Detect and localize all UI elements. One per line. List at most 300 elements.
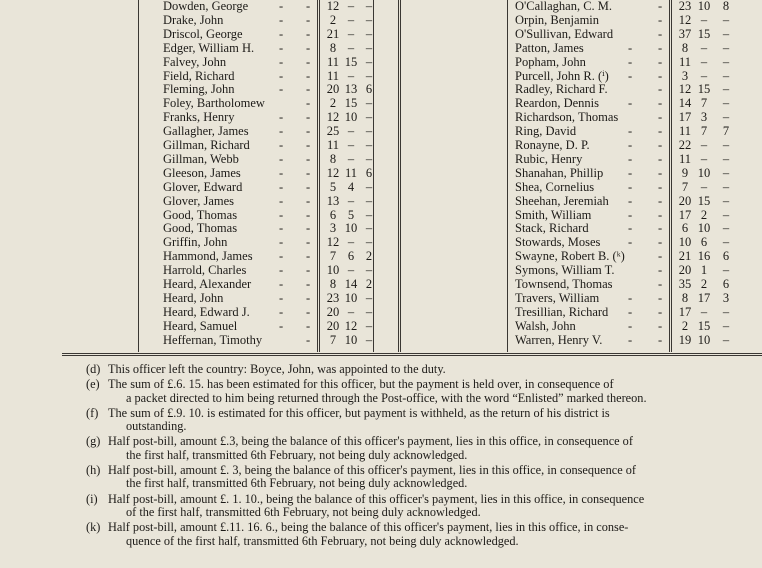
table-row — [0, 152, 762, 167]
left-pounds: 11 — [326, 54, 340, 69]
right-pounds: 8 — [681, 290, 689, 305]
table-row — [0, 27, 762, 42]
left-pounds: 20 — [326, 82, 340, 97]
left-pence: – — [365, 304, 373, 319]
leader-dash: - — [306, 318, 311, 333]
right-name: Sheehan, Jeremiah — [515, 193, 609, 208]
left-shillings: – — [347, 124, 355, 139]
right-pence: 7 — [722, 124, 730, 139]
leader-dash: - — [658, 124, 663, 139]
leader-dash: - — [628, 304, 633, 319]
leader-dash: - — [279, 277, 284, 291]
right-pence: – — [722, 332, 730, 347]
right-name: Rubic, Henry — [515, 151, 583, 166]
left-pence: – — [365, 318, 373, 333]
footnote-marker: (e) — [86, 377, 100, 392]
leader-dash: - — [658, 138, 663, 152]
left-pounds: 25 — [326, 124, 340, 139]
right-pence: – — [722, 318, 730, 333]
left-pounds: 2 — [329, 96, 337, 111]
leader-dash: - — [306, 110, 311, 125]
right-shillings: 2 — [700, 207, 708, 222]
table-row — [0, 138, 762, 153]
leader-dash: - — [306, 82, 311, 97]
left-shillings: 11 — [344, 165, 358, 180]
right-pounds: 2 — [681, 318, 689, 333]
leader-dash: - — [628, 318, 633, 333]
left-pence: – — [365, 151, 373, 166]
leader-dash: - — [658, 68, 663, 83]
leader-dash: - — [279, 304, 284, 319]
left-pounds: 21 — [326, 26, 340, 41]
left-pounds: 8 — [329, 151, 337, 166]
right-name: Swayne, Robert B. (ᵏ) — [515, 249, 625, 264]
left-name: Fleming, John — [163, 82, 235, 97]
right-pence: – — [722, 304, 730, 319]
left-pence: 2 — [365, 249, 373, 264]
leader-dash: - — [279, 318, 284, 333]
right-name: O'Sullivan, Edward — [515, 26, 614, 41]
leader-dash: - — [306, 54, 311, 69]
right-shillings: – — [700, 40, 708, 55]
left-name: Heard, John — [163, 290, 224, 305]
right-pence: – — [722, 165, 730, 180]
leader-dash: - — [306, 290, 311, 305]
table-row — [0, 166, 762, 181]
leader-dash: - — [306, 221, 311, 236]
right-pence: 8 — [722, 0, 730, 13]
leader-dash: - — [658, 263, 663, 278]
leader-dash: - — [279, 235, 284, 250]
left-name: Drake, John — [163, 12, 224, 27]
table-row — [0, 208, 762, 223]
leader-dash: - — [658, 332, 663, 347]
right-pence: 6 — [722, 249, 730, 264]
right-name: Townsend, Thomas — [515, 277, 613, 291]
left-pence: – — [365, 179, 373, 194]
footnote-text: Half post-bill, amount £.11. 16. 6., being the balance of this officer's payment, lies in this office, in conse- — [108, 520, 629, 535]
left-name: Glover, James — [163, 193, 235, 208]
leader-dash: - — [279, 68, 284, 83]
right-pounds: 23 — [678, 0, 692, 13]
left-pence: – — [365, 54, 373, 69]
right-pounds: 17 — [678, 207, 692, 222]
right-name: Orpin, Benjamin — [515, 12, 600, 27]
right-name: Richardson, Thomas — [515, 110, 619, 125]
footnote — [86, 493, 726, 520]
footnote — [86, 378, 726, 405]
leader-dash: - — [658, 82, 663, 97]
leader-dash: - — [628, 332, 633, 347]
right-name: Stack, Richard — [515, 221, 589, 236]
right-shillings: 6 — [700, 235, 708, 250]
table-bottom-rule — [62, 353, 762, 354]
right-pence: 6 — [722, 277, 730, 291]
table-row — [0, 263, 762, 278]
table-row — [0, 55, 762, 70]
table-row — [0, 319, 762, 334]
leader-dash: - — [628, 151, 633, 166]
left-pence: – — [365, 68, 373, 83]
right-pounds: 3 — [681, 68, 689, 83]
left-pence: – — [365, 12, 373, 27]
left-name: Heard, Samuel — [163, 318, 238, 333]
left-pence: – — [365, 290, 373, 305]
footnote-text: This officer left the country: Boyce, John, was appointed to the duty. — [108, 362, 446, 376]
leader-dash: - — [628, 165, 633, 180]
footnote-marker: (d) — [86, 362, 101, 376]
left-pence: 6 — [365, 165, 373, 180]
left-pence: – — [365, 138, 373, 152]
leader-dash: - — [628, 290, 633, 305]
right-pence: – — [722, 207, 730, 222]
right-name: Tresillian, Richard — [515, 304, 609, 319]
left-pence: – — [365, 263, 373, 278]
leader-dash: - — [279, 151, 284, 166]
leader-dash: - — [658, 96, 663, 111]
right-shillings: 15 — [697, 26, 711, 41]
leader-dash: - — [279, 290, 284, 305]
leader-dash: - — [279, 138, 284, 152]
right-pence: – — [722, 12, 730, 27]
left-name: Gillman, Webb — [163, 151, 239, 166]
right-pounds: 12 — [678, 82, 692, 97]
table-row — [0, 69, 762, 84]
leader-dash: - — [306, 263, 311, 278]
right-pounds: 20 — [678, 193, 692, 208]
footnote-continuation: quence of the first half, transmitted 6th February, not being duly acknowledged. — [126, 533, 519, 548]
left-pence: – — [365, 96, 373, 111]
footnote-text: Half post-bill, amount £.3, being the balance of this officer's payment, lies in this office, in consequence of — [108, 434, 633, 449]
left-pence: – — [365, 124, 373, 139]
table-row — [0, 41, 762, 56]
left-shillings: 5 — [347, 207, 355, 222]
footnote-marker: (g) — [86, 434, 101, 449]
leader-dash: - — [658, 235, 663, 250]
leader-dash: - — [658, 304, 663, 319]
left-pence: – — [365, 40, 373, 55]
right-pence: – — [722, 151, 730, 166]
right-name: Stowards, Moses — [515, 235, 601, 250]
leader-dash: - — [658, 207, 663, 222]
right-shillings: 3 — [700, 110, 708, 125]
right-name: Smith, William — [515, 207, 592, 222]
footnote-text: The sum of £.9. 10. is estimated for this officer, but payment is withheld, as the return of his district is — [108, 405, 610, 420]
left-pence: – — [365, 235, 373, 250]
leader-dash: - — [279, 54, 284, 69]
right-pence: – — [722, 40, 730, 55]
right-name: Radley, Richard F. — [515, 82, 608, 97]
leader-dash: - — [306, 151, 311, 166]
footnote — [86, 435, 726, 462]
right-shillings: 16 — [697, 249, 711, 264]
right-name: Shanahan, Phillip — [515, 165, 604, 180]
footnote-marker: (f) — [86, 405, 99, 420]
right-name: Patton, James — [515, 40, 584, 55]
left-name: Good, Thomas — [163, 207, 238, 222]
leader-dash: - — [658, 54, 663, 69]
right-shillings: – — [700, 179, 708, 194]
leader-dash: - — [306, 124, 311, 139]
leader-dash: - — [628, 221, 633, 236]
right-shillings: 17 — [697, 290, 711, 305]
left-pence: 2 — [365, 277, 373, 291]
left-shillings: – — [347, 40, 355, 55]
table-row — [0, 13, 762, 28]
table-row — [0, 333, 762, 348]
footnote-marker: (h) — [86, 463, 101, 478]
leader-dash: - — [279, 26, 284, 41]
leader-dash: - — [658, 165, 663, 180]
right-pounds: 8 — [681, 40, 689, 55]
right-name: Symons, William T. — [515, 263, 615, 278]
right-pounds: 6 — [681, 221, 689, 236]
leader-dash: - — [628, 54, 633, 69]
left-name: Heard, Alexander — [163, 277, 252, 291]
left-name: Gleeson, James — [163, 165, 241, 180]
right-pence: – — [722, 96, 730, 111]
left-pence: – — [365, 221, 373, 236]
left-pence: 6 — [365, 82, 373, 97]
left-pence: – — [365, 332, 373, 347]
right-shillings: 10 — [697, 0, 711, 13]
leader-dash: - — [628, 124, 633, 139]
right-pounds: 17 — [678, 110, 692, 125]
right-pounds: 10 — [678, 235, 692, 250]
left-pounds: 8 — [329, 277, 337, 291]
right-shillings: 15 — [697, 82, 711, 97]
table-row — [0, 249, 762, 264]
left-name: Harrold, Charles — [163, 263, 247, 278]
leader-dash: - — [628, 96, 633, 111]
table-row — [0, 305, 762, 320]
right-pounds: 35 — [678, 277, 692, 291]
leader-dash: - — [306, 207, 311, 222]
left-pence: – — [365, 26, 373, 41]
left-pounds: 2 — [329, 12, 337, 27]
right-pence: – — [722, 235, 730, 250]
leader-dash: - — [628, 138, 633, 152]
leader-dash: - — [279, 0, 284, 13]
left-shillings: 4 — [347, 179, 355, 194]
leader-dash: - — [628, 68, 633, 83]
right-shillings: – — [700, 304, 708, 319]
footnote — [86, 521, 726, 548]
left-pence: – — [365, 0, 373, 13]
right-pence: 3 — [722, 290, 730, 305]
right-pounds: 14 — [678, 96, 692, 111]
leader-dash: - — [628, 179, 633, 194]
leader-dash: - — [628, 235, 633, 250]
leader-dash: - — [279, 165, 284, 180]
left-name: Griffin, John — [163, 235, 228, 250]
right-name: Purcell, John R. (ⁱ) — [515, 68, 609, 83]
left-shillings: 10 — [344, 332, 358, 347]
footnote — [86, 363, 726, 376]
left-shillings: – — [347, 151, 355, 166]
right-shillings: 15 — [697, 318, 711, 333]
footnotes — [86, 363, 726, 550]
leader-dash: - — [306, 249, 311, 264]
right-pounds: 37 — [678, 26, 692, 41]
left-pounds: 10 — [326, 263, 340, 278]
left-shillings: 15 — [344, 54, 358, 69]
right-pence: – — [722, 110, 730, 125]
left-name: Gillman, Richard — [163, 138, 250, 152]
leader-dash: - — [279, 249, 284, 264]
right-pounds: 11 — [678, 151, 692, 166]
left-pounds: 6 — [329, 207, 337, 222]
left-pounds: 12 — [326, 235, 340, 250]
right-pounds: 11 — [678, 124, 692, 139]
left-shillings: – — [347, 68, 355, 83]
right-shillings: – — [700, 151, 708, 166]
leader-dash: - — [306, 40, 311, 55]
left-shillings: – — [347, 304, 355, 319]
leader-dash: - — [658, 290, 663, 305]
right-pounds: 22 — [678, 138, 692, 152]
footnote-continuation: the first half, transmitted 6th February, not being duly acknowledged. — [126, 447, 468, 462]
left-pounds: 7 — [329, 249, 337, 264]
left-name: Edger, William H. — [163, 40, 255, 55]
right-pence: – — [722, 138, 730, 152]
left-name: Franks, Henry — [163, 110, 235, 125]
leader-dash: - — [279, 40, 284, 55]
leader-dash: - — [279, 110, 284, 125]
leader-dash: - — [306, 138, 311, 152]
left-shillings: – — [347, 0, 355, 13]
left-pounds: 3 — [329, 221, 337, 236]
left-shillings: 10 — [344, 290, 358, 305]
left-shillings: 10 — [344, 110, 358, 125]
left-shillings: – — [347, 263, 355, 278]
leader-dash: - — [306, 193, 311, 208]
left-pounds: 12 — [326, 165, 340, 180]
left-shillings: – — [347, 193, 355, 208]
left-pounds: 20 — [326, 318, 340, 333]
leader-dash: - — [628, 193, 633, 208]
right-shillings: – — [700, 68, 708, 83]
leader-dash: - — [658, 193, 663, 208]
right-name: Warren, Henry V. — [515, 332, 603, 347]
footnote-text: The sum of £.6. 15. has been estimated for this officer, but the payment is held over, in consequence of — [108, 377, 614, 392]
right-shillings: 10 — [697, 332, 711, 347]
right-shillings: – — [700, 12, 708, 27]
right-pence: – — [722, 82, 730, 97]
leader-dash: - — [306, 332, 311, 347]
left-name: Driscol, George — [163, 26, 243, 41]
leader-dash: - — [279, 179, 284, 194]
right-shillings: – — [700, 54, 708, 69]
left-shillings: 15 — [344, 96, 358, 111]
table-row — [0, 124, 762, 139]
left-name: Hammond, James — [163, 249, 253, 264]
left-name: Good, Thomas — [163, 221, 238, 236]
footnote-continuation: outstanding. — [126, 419, 187, 434]
left-shillings: – — [347, 12, 355, 27]
right-name: Walsh, John — [515, 318, 576, 333]
right-shillings: 10 — [697, 221, 711, 236]
leader-dash: - — [279, 193, 284, 208]
leader-dash: - — [306, 96, 311, 111]
leader-dash: - — [628, 40, 633, 55]
right-pence: – — [722, 263, 730, 278]
leader-dash: - — [306, 179, 311, 194]
right-pounds: 21 — [678, 249, 692, 264]
footnote-continuation: the first half, transmitted 6th February, not being duly acknowledged. — [126, 476, 468, 491]
leader-dash: - — [306, 12, 311, 27]
left-name: Foley, Bartholomew — [163, 96, 265, 111]
right-pounds: 17 — [678, 304, 692, 319]
right-shillings: 2 — [700, 277, 708, 291]
right-pence: – — [722, 193, 730, 208]
leader-dash: - — [306, 235, 311, 250]
right-pounds: 12 — [678, 12, 692, 27]
left-name: Gallagher, James — [163, 124, 249, 139]
right-name: Popham, John — [515, 54, 586, 69]
right-shillings: 15 — [697, 193, 711, 208]
left-shillings: 6 — [347, 249, 355, 264]
footnote-marker: (k) — [86, 520, 101, 535]
leader-dash: - — [658, 0, 663, 13]
leader-dash: - — [279, 207, 284, 222]
left-shillings: 10 — [344, 221, 358, 236]
table-row — [0, 96, 762, 111]
leader-dash: - — [658, 221, 663, 236]
left-shillings: – — [347, 26, 355, 41]
leader-dash: - — [658, 179, 663, 194]
right-pounds: 19 — [678, 332, 692, 347]
table-row — [0, 180, 762, 195]
leader-dash: - — [658, 110, 663, 125]
right-name: Reardon, Dennis — [515, 96, 600, 111]
left-pounds: 20 — [326, 304, 340, 319]
left-pence: – — [365, 110, 373, 125]
left-pounds: 11 — [326, 138, 340, 152]
leader-dash: - — [628, 207, 633, 222]
leader-dash: - — [658, 12, 663, 27]
table-row — [0, 277, 762, 292]
left-pounds: 12 — [326, 110, 340, 125]
right-name: Ring, David — [515, 124, 577, 139]
left-shillings: – — [347, 235, 355, 250]
footnote-continuation: of the first half, transmitted 6th February, not being duly acknowledged. — [126, 504, 481, 519]
footnote — [86, 407, 726, 434]
table-bottom-rule-2 — [62, 355, 762, 356]
leader-dash: - — [306, 68, 311, 83]
footnote-text: Half post-bill, amount £. 3, being the balance of this officer's payment, lies in this office, in consequence of — [108, 463, 636, 478]
table-row — [0, 194, 762, 209]
footnote-marker: (i) — [86, 491, 98, 506]
leader-dash: - — [658, 151, 663, 166]
left-pounds: 13 — [326, 193, 340, 208]
right-shillings: 10 — [697, 165, 711, 180]
leader-dash: - — [279, 124, 284, 139]
left-name: Dowden, George — [163, 0, 249, 13]
left-name: Heffernan, Timothy — [163, 332, 263, 347]
leader-dash: - — [279, 263, 284, 278]
right-pounds: 9 — [681, 165, 689, 180]
table-row — [0, 221, 762, 236]
right-pence: – — [722, 26, 730, 41]
left-name: Falvey, John — [163, 54, 227, 69]
right-shillings: 7 — [700, 124, 708, 139]
left-name: Field, Richard — [163, 68, 235, 83]
right-shillings: 1 — [700, 263, 708, 278]
leader-dash: - — [306, 304, 311, 319]
leader-dash: - — [306, 277, 311, 291]
right-name: Travers, William — [515, 290, 600, 305]
